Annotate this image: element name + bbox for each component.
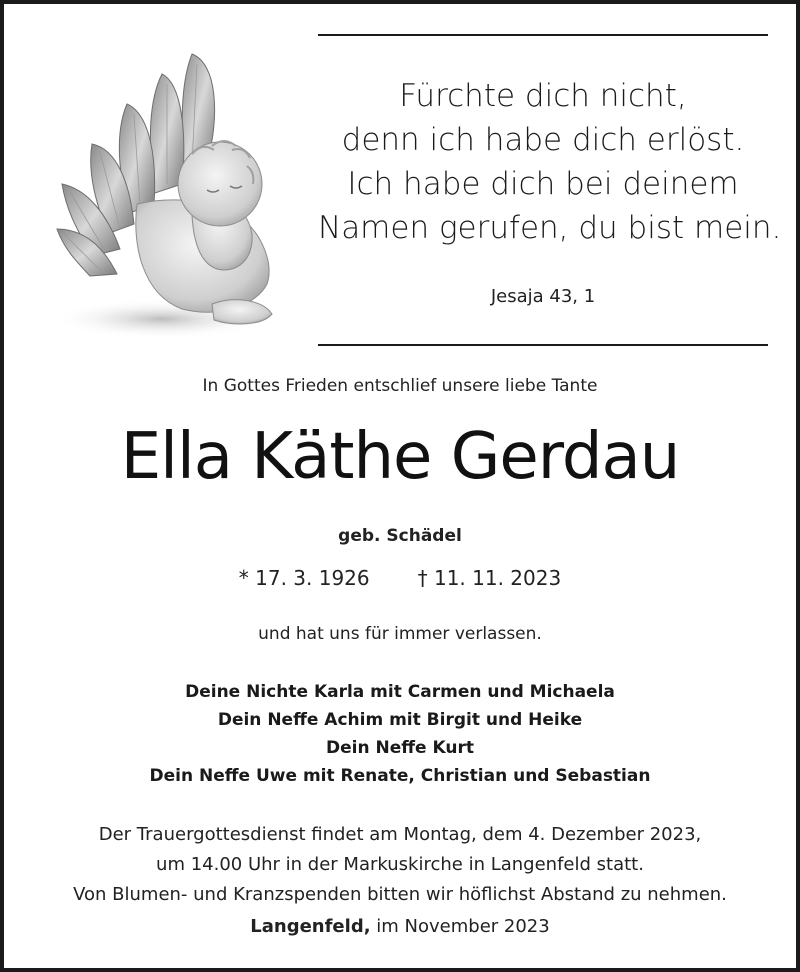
service-line: Von Blumen- und Kranzspenden bitten wir höflichst Abstand zu nehmen. <box>73 884 727 905</box>
mourner-line: Dein Neffe Kurt <box>326 738 474 758</box>
sleeping-angel-icon <box>42 34 282 344</box>
service-line: Der Trauergottesdienst findet am Montag, dem 4. Dezember 2023, <box>98 824 702 845</box>
mourners-list <box>4 678 796 790</box>
place-city: Langenfeld, <box>250 916 371 937</box>
farewell-text: und hat uns für immer verlassen. <box>258 624 542 644</box>
verse-line: Fürchte dich nicht, <box>399 78 687 114</box>
verse-reference: Jesaja 43, 1 <box>490 286 596 307</box>
life-dates <box>4 566 796 590</box>
maiden-name: geb. Schädel <box>338 526 462 546</box>
service-line: um 14.00 Uhr in der Markuskirche in Langenfeld statt. <box>156 854 644 875</box>
verse-line: Ich habe dich bei deinem <box>347 166 739 202</box>
bottom-divider <box>318 344 768 346</box>
place-month: im November 2023 <box>376 916 550 937</box>
bible-verse <box>318 74 782 250</box>
deceased-name: Ella Käthe Gerdau <box>120 420 680 494</box>
birth-date: * 17. 3. 1926 <box>238 566 370 590</box>
mourner-line: Dein Neffe Achim mit Birgit und Heike <box>217 710 583 730</box>
mourner-line: Dein Neffe Uwe mit Renate, Christian und Sebastian <box>149 766 651 786</box>
verse-line: denn ich habe dich erlöst. <box>341 122 745 158</box>
intro-text: In Gottes Frieden entschlief unsere liebe Tante <box>202 376 598 396</box>
service-info <box>4 820 796 910</box>
top-divider <box>318 34 768 36</box>
verse-line: Namen gerufen, du bist mein. <box>318 210 782 246</box>
place-date <box>4 916 796 937</box>
death-date: † 11. 11. 2023 <box>417 566 562 590</box>
mourner-line: Deine Nichte Karla mit Carmen und Michaela <box>185 682 615 702</box>
